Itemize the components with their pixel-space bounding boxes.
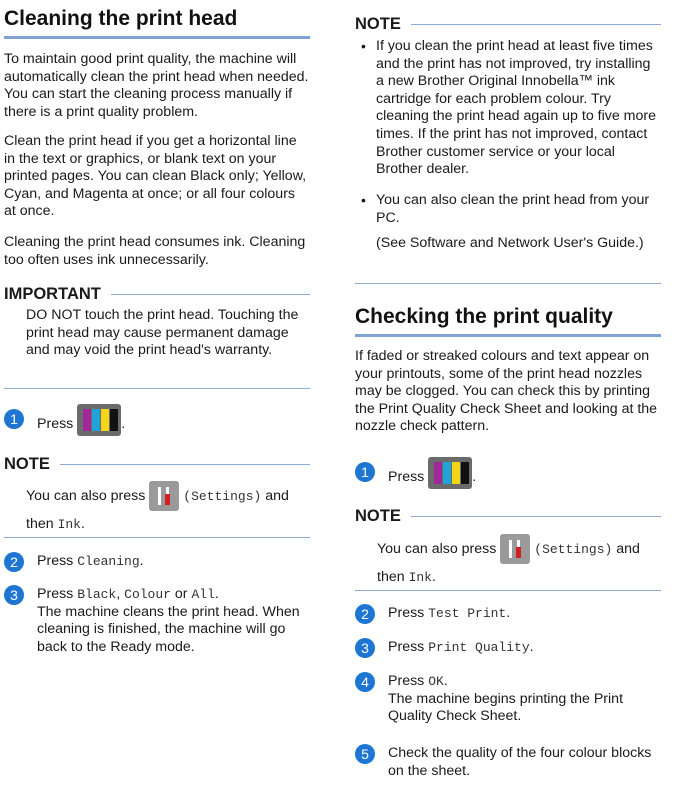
ink-button-icon[interactable] bbox=[428, 457, 472, 489]
bullet-icon: • bbox=[361, 38, 366, 54]
step-2: 2 Press Cleaning. bbox=[4, 552, 144, 572]
settings-icon[interactable] bbox=[149, 481, 179, 511]
note-bullet-1: • If you clean the print head at least five times and the print has not improved, try installing a new Brother Original Innobella™ ink cartridge for each problem colour. Try cleaning the print head again up to five more times. If the print has not improved, contact Brother customer service or your local Brother dealer. bbox=[361, 38, 656, 178]
quality-intro-paragraph: If faded or streaked colours and text appear on your printouts, some of the print head nozzles may be clogged. You can check this by printing the Print Quality Check Sheet and looking at the nozzle check pattern. bbox=[355, 348, 658, 435]
step-4-quality: 4 Press OK. The machine begins printing the Print Quality Check Sheet. bbox=[355, 672, 663, 726]
page-title-quality: Checking the print quality bbox=[355, 305, 613, 328]
colour-option: Colour bbox=[124, 587, 171, 602]
step-1: 1 Press . bbox=[4, 409, 125, 436]
note2-heading: NOTE bbox=[355, 506, 661, 526]
all-option: All bbox=[191, 587, 215, 602]
step-text: Press bbox=[37, 415, 74, 432]
title-underline bbox=[4, 36, 310, 39]
settings-icon[interactable] bbox=[500, 534, 530, 564]
ink-button-icon[interactable] bbox=[77, 404, 121, 436]
test-print-option: Test Print bbox=[428, 606, 507, 621]
note-bullet-2: • You can also clean the print head from your PC. (See Software and Network User's Guide.) bbox=[361, 192, 650, 252]
bullet-icon: • bbox=[361, 192, 366, 208]
note-bottom-rule bbox=[4, 537, 310, 538]
cleaning-option: Cleaning bbox=[77, 554, 140, 569]
page-title-cleaning: Cleaning the print head bbox=[4, 7, 238, 30]
note-bottom-rule-right bbox=[355, 283, 661, 284]
important-text: DO NOT touch the print head. Touching the print head may cause permanent damage and may void the print head's warranty. bbox=[26, 307, 299, 359]
print-quality-option: Print Quality bbox=[428, 640, 530, 655]
note2-bottom-rule bbox=[355, 590, 661, 591]
step-number: 1 bbox=[4, 409, 24, 429]
black-option: Black bbox=[77, 587, 117, 602]
ink-consumption-paragraph: Cleaning the print head consumes ink. Cleaning too often uses ink unnecessarily. bbox=[4, 234, 306, 268]
ok-option: OK bbox=[428, 674, 444, 689]
step-1-quality: 1 Press . bbox=[355, 462, 476, 489]
important-bottom-rule bbox=[4, 388, 310, 389]
step-3: 3 Press Black, Colour or All. The machine cleans the print head. When cleaning is finished, the machine will go back to the Ready mode. bbox=[4, 585, 312, 656]
title-underline bbox=[355, 334, 661, 337]
step-3-result: The machine cleans the print head. When cleaning is finished, the machine will go back to the Ready mode. bbox=[37, 603, 300, 655]
step-5-quality: 5 Check the quality of the four colour blocks on the sheet. bbox=[355, 744, 663, 780]
note-text: You can also press (Settings) and then Ink. bbox=[26, 481, 316, 538]
clean-when-paragraph: Clean the print head if you get a horizontal line in the text or graphics, or blank text on your printed pages. You can clean Black only; Yellow, Cyan, and Magenta at once; or all four colours at once. bbox=[4, 133, 307, 220]
note-heading-right: NOTE bbox=[355, 14, 661, 34]
important-heading: IMPORTANT bbox=[4, 284, 310, 304]
step-2-quality: 2 Press Test Print. bbox=[355, 604, 510, 624]
step-3-quality: 3 Press Print Quality. bbox=[355, 638, 534, 658]
note-heading: NOTE bbox=[4, 454, 310, 474]
intro-paragraph: To maintain good print quality, the machine will automatically clean the print head when needed. You can start the cleaning process manually if there is a print quality problem. bbox=[4, 51, 309, 120]
note2-text: You can also press (Settings) and then Ink. bbox=[377, 534, 667, 591]
